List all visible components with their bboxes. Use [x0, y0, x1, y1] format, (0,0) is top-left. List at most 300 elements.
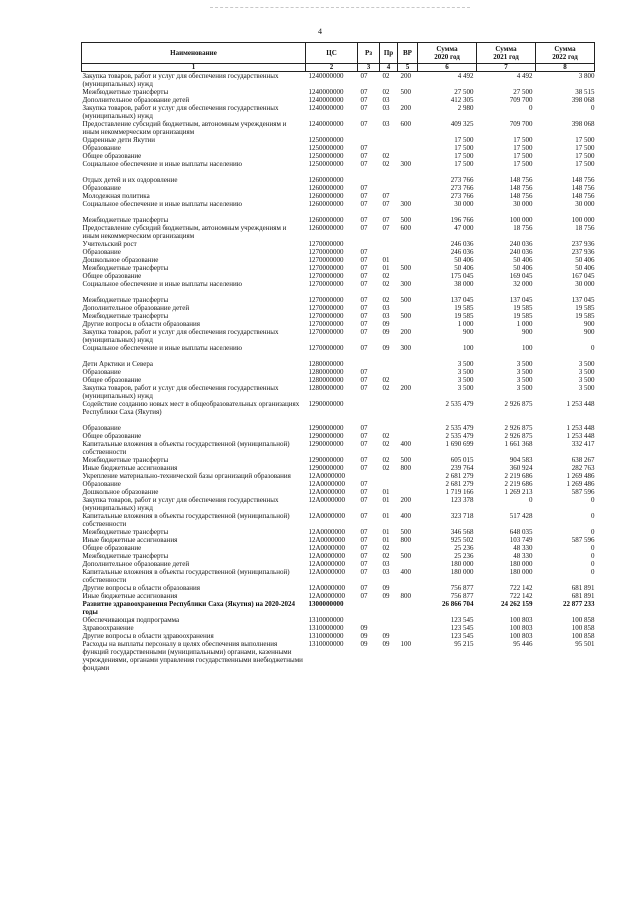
row-vr-code [398, 144, 418, 152]
row-sum-2021: 180 000 [509, 560, 533, 568]
row-rz-code: 07 [360, 144, 368, 152]
row-vr-code [398, 96, 418, 104]
row-vr-code: 200 [400, 72, 411, 80]
row-pr-code: 02 [382, 384, 390, 392]
row-sum-2020: 605 015 [450, 456, 474, 464]
row-sum-2022: 237 936 [571, 248, 595, 256]
row-rz-code [358, 400, 380, 416]
row-vr-code [398, 184, 418, 192]
table-row [82, 224, 595, 240]
row-pr-code: 09 [382, 320, 390, 328]
table-row [82, 272, 595, 280]
row-sum-2020: 38 000 [454, 280, 474, 288]
row-vr-code: 300 [400, 200, 411, 208]
row-vr-code: 400 [400, 568, 411, 576]
table-row [82, 176, 595, 184]
row-sum-2021: 19 585 [513, 312, 533, 320]
table-row [82, 280, 595, 288]
table-row [82, 240, 595, 248]
row-sum-2022: 30 000 [575, 200, 595, 208]
table-row [82, 160, 595, 168]
row-vr-code: 500 [400, 312, 411, 320]
row-pr-code: 02 [382, 272, 390, 280]
row-name: Предоставление субсидий бюджетным, автономным учреждениям и иным некоммерческим организациям [82, 224, 287, 240]
table-row [82, 496, 595, 512]
row-rz-code: 07 [360, 552, 368, 560]
row-pr-code: 01 [382, 488, 390, 496]
row-pr-code [380, 624, 398, 632]
row-cs-code: 1290000000 [308, 424, 344, 432]
row-rz-code: 09 [360, 624, 368, 632]
row-vr-code: 300 [400, 280, 411, 288]
row-rz-code: 07 [360, 328, 368, 336]
table-row [82, 72, 595, 89]
row-name: Дошкольное образование [82, 488, 159, 496]
row-cs-code: 12А0000000 [308, 560, 346, 568]
row-cs-code: 1270000000 [308, 280, 344, 288]
row-vr-code [398, 632, 418, 640]
row-cs-code: 1240000000 [308, 104, 344, 112]
row-vr-code: 600 [400, 120, 411, 128]
row-vr-code: 800 [400, 592, 411, 600]
row-pr-code: 02 [382, 296, 390, 304]
row-pr-code [380, 400, 398, 416]
row-name: Образование [82, 368, 121, 376]
row-pr-code: 03 [382, 104, 390, 112]
row-cs-code: 12А0000000 [308, 568, 346, 576]
row-sum-2021: 240 036 [509, 240, 533, 248]
row-pr-code: 03 [382, 312, 390, 320]
row-cs-code: 1250000000 [308, 144, 344, 152]
row-sum-2020: 19 585 [454, 304, 474, 312]
row-vr-code [398, 400, 418, 416]
row-cs-code: 12А0000000 [308, 584, 346, 592]
row-name: Другие вопросы в области образования [82, 584, 201, 592]
row-pr-code: 01 [382, 512, 390, 520]
row-rz-code: 07 [360, 152, 368, 160]
row-rz-code: 07 [360, 544, 368, 552]
row-sum-2021: 27 500 [513, 88, 533, 96]
row-sum-2020: 3 500 [457, 360, 474, 368]
row-sum-2020: 25 236 [454, 544, 474, 552]
table-row [82, 120, 595, 136]
row-name: Иные бюджетные ассигнования [82, 464, 178, 472]
row-sum-2020: 123 545 [450, 624, 474, 632]
row-sum-2022: 3 500 [578, 360, 595, 368]
row-rz-code: 07 [360, 272, 368, 280]
row-sum-2022: 19 585 [575, 312, 595, 320]
table-row [82, 536, 595, 544]
row-name: Иные бюджетные ассигнования [82, 592, 178, 600]
row-cs-code: 1310000000 [308, 632, 344, 640]
row-pr-code: 02 [382, 152, 390, 160]
table-row [82, 360, 595, 368]
row-name: Дополнительное образование детей [82, 304, 190, 312]
row-pr-code: 02 [382, 280, 390, 288]
row-name: Закупка товаров, работ и услуг для обеспечения государственных (муниципальных) нужд [82, 104, 279, 120]
row-cs-code: 12А0000000 [308, 544, 346, 552]
row-sum-2020: 273 766 [450, 192, 474, 200]
row-sum-2022: 22 877 233 [563, 600, 595, 608]
row-sum-2021: 1 269 213 [504, 488, 533, 496]
row-sum-2022: 587 596 [571, 536, 595, 544]
row-sum-2020: 756 877 [450, 584, 474, 592]
row-sum-2020: 180 000 [450, 560, 474, 568]
row-rz-code: 07 [360, 496, 368, 504]
row-sum-2021: 169 045 [509, 272, 533, 280]
header-rz: Рз [358, 43, 380, 64]
row-vr-code: 500 [400, 456, 411, 464]
table-row [82, 512, 595, 528]
row-pr-code: 07 [382, 200, 390, 208]
row-sum-2021: 240 036 [509, 248, 533, 256]
header-pr: Пр [380, 43, 398, 64]
row-sum-2022: 50 406 [575, 264, 595, 272]
row-sum-2021: 3 500 [516, 360, 533, 368]
row-sum-2020: 17 500 [454, 144, 474, 152]
row-sum-2021: 900 [522, 328, 533, 336]
row-name: Отдых детей и их оздоровление [82, 176, 178, 184]
row-sum-2021: 180 000 [509, 568, 533, 576]
row-rz-code: 07 [360, 376, 368, 384]
row-vr-code: 500 [400, 264, 411, 272]
row-rz-code: 07 [360, 216, 368, 224]
row-vr-code [398, 176, 418, 184]
row-rz-code: 07 [360, 280, 368, 288]
row-sum-2020: 19 585 [454, 312, 474, 320]
row-sum-2021: 148 756 [509, 184, 533, 192]
row-rz-code: 07 [360, 344, 368, 352]
row-vr-code [398, 488, 418, 496]
row-rz-code [358, 176, 380, 184]
row-sum-2022: 398 068 [571, 120, 595, 128]
column-number: 6 [418, 64, 477, 72]
row-sum-2022: 3 800 [578, 72, 595, 80]
table-row [82, 456, 595, 464]
row-name: Дошкольное образование [82, 256, 159, 264]
header-name: Наименование [82, 43, 306, 64]
row-sum-2021: 4 492 [516, 72, 533, 80]
row-vr-code: 200 [400, 328, 411, 336]
row-vr-code [398, 560, 418, 568]
row-cs-code: 1240000000 [308, 96, 344, 104]
row-sum-2022: 1 253 448 [566, 432, 595, 440]
table-row [82, 136, 595, 144]
row-sum-2020: 27 500 [454, 88, 474, 96]
row-sum-2020: 30 000 [454, 200, 474, 208]
row-sum-2020: 273 766 [450, 184, 474, 192]
row-vr-code: 800 [400, 464, 411, 472]
row-sum-2020: 409 325 [450, 120, 474, 128]
row-rz-code [358, 240, 380, 248]
row-sum-2022: 0 [591, 544, 595, 552]
row-name: Образование [82, 480, 121, 488]
row-name: Молодежная политика [82, 192, 150, 200]
row-cs-code: 12А0000000 [308, 512, 346, 520]
row-sum-2021: 2 219 686 [504, 480, 533, 488]
row-pr-code [380, 360, 398, 368]
row-name: Общее образование [82, 544, 142, 552]
row-pr-code: 09 [382, 632, 390, 640]
row-name: Содействие созданию новых мест в общеобразовательных организациях Республики Саха (Якутия) [82, 400, 300, 416]
row-sum-2022: 38 515 [575, 88, 595, 96]
row-name: Социальное обеспечение и иные выплаты населению [82, 160, 242, 168]
row-cs-code: 1290000000 [308, 432, 344, 440]
row-cs-code: 1280000000 [308, 360, 344, 368]
row-name: Социальное обеспечение и иные выплаты населению [82, 280, 242, 288]
row-sum-2022: 638 267 [571, 456, 595, 464]
row-sum-2022: 3 500 [578, 384, 595, 392]
row-rz-code: 07 [360, 120, 368, 128]
row-sum-2020: 123 378 [450, 496, 474, 504]
row-rz-code: 07 [360, 432, 368, 440]
table-body [82, 72, 595, 673]
row-sum-2020: 756 877 [450, 592, 474, 600]
row-sum-2022: 900 [584, 328, 595, 336]
column-number: 1 [82, 64, 306, 72]
row-sum-2020: 2 980 [457, 104, 474, 112]
row-sum-2021: 360 924 [509, 464, 533, 472]
row-cs-code: 1260000000 [308, 216, 344, 224]
column-number: 3 [358, 64, 380, 72]
row-cs-code: 1250000000 [308, 152, 344, 160]
row-sum-2020: 196 766 [450, 216, 474, 224]
row-sum-2021: 2 926 875 [504, 400, 533, 408]
header-sum-2022: Сумма 2022 год [536, 43, 595, 64]
row-sum-2022: 282 763 [571, 464, 595, 472]
table-row [82, 632, 595, 640]
row-sum-2020: 412 305 [450, 96, 474, 104]
row-sum-2020: 137 045 [450, 296, 474, 304]
row-cs-code: 1270000000 [308, 272, 344, 280]
row-sum-2022: 0 [591, 104, 595, 112]
row-vr-code [398, 304, 418, 312]
row-pr-code: 07 [382, 224, 390, 232]
row-sum-2020: 1 690 699 [445, 440, 474, 448]
row-rz-code: 07 [360, 96, 368, 104]
row-sum-2022: 19 585 [575, 304, 595, 312]
row-sum-2021: 137 045 [509, 296, 533, 304]
row-name: Капитальные вложения в объекты государственной (муниципальной) собственности [82, 568, 290, 584]
row-sum-2020: 17 500 [454, 152, 474, 160]
row-sum-2022: 0 [591, 512, 595, 520]
row-cs-code: 1260000000 [308, 184, 344, 192]
row-pr-code [380, 616, 398, 624]
row-sum-2021: 103 749 [509, 536, 533, 544]
row-sum-2020: 17 500 [454, 136, 474, 144]
row-rz-code: 07 [360, 384, 368, 392]
row-pr-code: 01 [382, 256, 390, 264]
row-rz-code: 07 [360, 424, 368, 432]
header-cs: ЦС [306, 43, 358, 64]
row-name: Межбюджетные трансферты [82, 528, 169, 536]
row-cs-code: 1270000000 [308, 296, 344, 304]
row-rz-code: 07 [360, 104, 368, 112]
row-sum-2021: 17 500 [513, 160, 533, 168]
row-sum-2020: 95 215 [454, 640, 474, 648]
scan-top-mark [210, 7, 470, 8]
row-pr-code: 01 [382, 264, 390, 272]
row-rz-code: 07 [360, 568, 368, 576]
row-pr-code: 09 [382, 344, 390, 352]
row-name: Другие вопросы в области здравоохранения [82, 632, 214, 640]
table-row [82, 400, 595, 416]
row-pr-code: 02 [382, 88, 390, 96]
row-sum-2020: 2 681 279 [445, 480, 474, 488]
row-cs-code: 12А0000000 [308, 552, 346, 560]
table-row [82, 192, 595, 200]
row-pr-code: 01 [382, 528, 390, 536]
row-sum-2020: 3 500 [457, 376, 474, 384]
row-vr-code: 300 [400, 160, 411, 168]
row-sum-2021: 24 262 159 [501, 600, 533, 608]
row-sum-2021: 100 000 [509, 216, 533, 224]
row-name: Другие вопросы в области образования [82, 320, 201, 328]
row-pr-code [380, 184, 398, 192]
row-vr-code: 200 [400, 384, 411, 392]
row-sum-2020: 3 500 [457, 384, 474, 392]
column-number: 7 [477, 64, 536, 72]
row-sum-2021: 100 803 [509, 624, 533, 632]
row-sum-2022: 237 936 [571, 240, 595, 248]
row-cs-code: 1290000000 [308, 464, 344, 472]
row-name: Закупка товаров, работ и услуг для обеспечения государственных (муниципальных) нужд [82, 328, 279, 344]
row-sum-2022: 1 253 448 [566, 400, 595, 408]
row-pr-code: 02 [382, 160, 390, 168]
row-rz-code: 07 [360, 480, 368, 488]
row-vr-code [398, 544, 418, 552]
row-pr-code [380, 248, 398, 256]
table-row [82, 472, 595, 480]
row-cs-code: 1270000000 [308, 240, 344, 248]
row-vr-code: 200 [400, 496, 411, 504]
row-sum-2022: 17 500 [575, 144, 595, 152]
row-vr-code: 300 [400, 344, 411, 352]
row-pr-code: 02 [382, 376, 390, 384]
row-vr-code: 600 [400, 224, 411, 232]
row-sum-2020: 123 545 [450, 616, 474, 624]
row-sum-2021: 30 000 [513, 200, 533, 208]
row-sum-2021: 2 219 686 [504, 472, 533, 480]
row-name: Образование [82, 248, 121, 256]
row-cs-code: 1270000000 [308, 264, 344, 272]
row-sum-2020: 239 764 [450, 464, 474, 472]
table-row [82, 200, 595, 208]
row-sum-2021: 648 035 [509, 528, 533, 536]
row-cs-code: 1270000000 [308, 256, 344, 264]
row-name: Закупка товаров, работ и услуг для обеспечения государственных (муниципальных) нужд [82, 496, 279, 512]
row-pr-code: 03 [382, 568, 390, 576]
table-row [82, 320, 595, 328]
column-number: 4 [380, 64, 398, 72]
row-rz-code: 07 [360, 592, 368, 600]
row-vr-code [398, 432, 418, 440]
row-cs-code: 12А0000000 [308, 536, 346, 544]
row-pr-code [380, 176, 398, 184]
row-sum-2020: 25 236 [454, 552, 474, 560]
row-vr-code [398, 136, 418, 144]
row-vr-code [398, 480, 418, 488]
row-sum-2022: 100 858 [571, 616, 595, 624]
row-sum-2022: 332 417 [571, 440, 595, 448]
row-vr-code: 500 [400, 552, 411, 560]
spacer-cell [82, 416, 595, 424]
row-sum-2021: 722 142 [509, 584, 533, 592]
row-sum-2022: 681 891 [571, 584, 595, 592]
row-vr-code: 100 [400, 640, 411, 648]
row-name: Межбюджетные трансферты [82, 552, 169, 560]
row-name: Социальное обеспечение и иные выплаты населению [82, 344, 242, 352]
row-vr-code [398, 272, 418, 280]
row-rz-code: 07 [360, 512, 368, 520]
row-pr-code [380, 480, 398, 488]
row-sum-2020: 1 000 [457, 320, 474, 328]
header-sum-2021: Сумма 2021 год [477, 43, 536, 64]
row-name: Закупка товаров, работ и услуг для обеспечения государственных (муниципальных) нужд [82, 72, 279, 88]
row-cs-code: 1280000000 [308, 368, 344, 376]
row-sum-2022: 0 [591, 568, 595, 576]
row-cs-code: 12А0000000 [308, 472, 346, 480]
row-name: Общее образование [82, 432, 142, 440]
row-cs-code: 1280000000 [308, 384, 344, 392]
row-sum-2020: 273 766 [450, 176, 474, 184]
row-sum-2020: 123 545 [450, 632, 474, 640]
row-sum-2022: 0 [591, 560, 595, 568]
row-rz-code: 07 [360, 192, 368, 200]
row-vr-code [398, 424, 418, 432]
table-row [82, 424, 595, 432]
row-sum-2021: 17 500 [513, 152, 533, 160]
row-name: Дополнительное образование детей [82, 560, 190, 568]
spacer-row [82, 288, 595, 296]
row-name: Общее образование [82, 152, 142, 160]
table-row [82, 312, 595, 320]
row-cs-code: 1310000000 [308, 624, 344, 632]
row-name: Развитие здравоохранения Республики Саха (Якутия) на 2020-2024 годы [82, 600, 296, 616]
row-pr-code: 09 [382, 328, 390, 336]
row-rz-code [358, 472, 380, 480]
row-cs-code: 1260000000 [308, 224, 344, 232]
row-rz-code: 07 [360, 368, 368, 376]
row-vr-code [398, 152, 418, 160]
row-sum-2020: 2 535 479 [445, 400, 474, 408]
row-cs-code: 1270000000 [308, 320, 344, 328]
row-sum-2022: 0 [591, 552, 595, 560]
spacer-cell [82, 352, 595, 360]
row-vr-code: 400 [400, 440, 411, 448]
row-sum-2021: 1 661 368 [504, 440, 533, 448]
row-vr-code [398, 320, 418, 328]
row-sum-2022: 148 756 [571, 176, 595, 184]
row-name: Образование [82, 184, 121, 192]
row-pr-code: 09 [382, 640, 390, 648]
row-sum-2020: 323 718 [450, 512, 474, 520]
row-sum-2021: 2 926 875 [504, 424, 533, 432]
row-vr-code [398, 616, 418, 624]
row-sum-2020: 2 535 479 [445, 424, 474, 432]
table-row [82, 296, 595, 304]
row-rz-code: 07 [360, 184, 368, 192]
row-rz-code: 07 [360, 88, 368, 96]
row-name: Межбюджетные трансферты [82, 456, 169, 464]
row-pr-code [380, 240, 398, 248]
row-rz-code: 07 [360, 248, 368, 256]
table-row [82, 144, 595, 152]
row-name: Образование [82, 144, 121, 152]
row-cs-code: 1270000000 [308, 312, 344, 320]
table-row [82, 560, 595, 568]
row-sum-2022: 50 406 [575, 256, 595, 264]
